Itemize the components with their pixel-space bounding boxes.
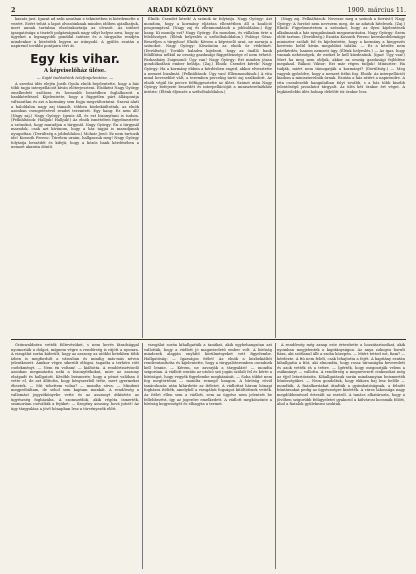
column-divider bbox=[275, 343, 276, 569]
column-5-text: vizsgálat során kihallgatták a tanúkat, akik egybehangzóan azt vallották, hogy a vádlott jó magaviseletű ember volt. A bíróság mindezek alapján enyhítő körülményeket vett figyelembe. Hallgatóság: — Igazságos ítélet! Az elnök a közbekiáltót rendreutasította és kijelentette, hogy a tárgyalóteremben csendnek kell lennie. — Kérem, ne zavarják a tárgyalást! — mondta szigorúan. A vádlott ezután az utolsó szó jogán szólalt fel és kérte a bíróságot, hogy vegyék figyelembe megbánását. — Soha többé nem fog megtörténni — mondta remegő hangon. A bíróság rövid tanácskozás után kihirdette az ítéletet. A vádlottat három hónapi fogházra ítélték, amelyből a vizsgálati fogságot kitöltöttnek vették. Az ítélet ellen sem a vádlott, sem az ügyész nem jelentett be fellebbezést, így az jogerőre emelkedett. A vádlott megköszönte a bíróság kegyességét és elhagyta a termet. bbox=[144, 343, 272, 407]
column-3-text: (Nagy zaj. Felkiáltások: Nevezze meg a szónok a forrást!) Nagy György: A forrást nem nevezem meg, de az adatok hitelesek. (Zaj.) Elnök: Figyelmeztetem a szónokot, hogy az ilyen kijelentések alkalmasak a ház nyugalmának megzavarására. Nagy György: Szem előtt tartom. (Derültség.) Ezután Kossuth Ferenc kereskedelemügyi miniszter szólalt fel és kijelentette, hogy a kormány a kiegyezés keretein belül kíván megoldást találni. — Ez a kérdés nem pártkérdés, hanem nemzeti ügy. (Élénk helyeslés.) — Az igaz, hogy vannak nehézségek, de ezeket le kell küzdenünk. (Igaz! Úgy van!) Mert ha meg nem oldjuk, akkor az ország gazdasági fejlődése megakad. Rákosi Viktor: Ezt már régen tudjuk! Miniszter: Ha tudják, miért nem támogatják a kormányt? (Derültség.) — Meg vagyok győződve, hogy a nemzet ítélni fog. Elnök: Az interpellációt kiadom a miniszterelnök úrnak. Ezután a ház rátért a napirendre. A vita csendesebb hangulatban folyt tovább, s a ház több kisebb jelentőségű javaslatot tárgyalt. Az ülés két órakor ért véget. A legközelebbi ülés holnap délelőtt tíz órakor lesz. bbox=[277, 17, 405, 94]
column-3 bbox=[277, 17, 405, 338]
article-headline: Egy kis vihar. bbox=[30, 51, 120, 66]
section-rule bbox=[11, 339, 406, 340]
article-subhead: A képviselőház ülése. bbox=[44, 67, 106, 74]
upper-section bbox=[11, 17, 406, 338]
column-1-top-text: kaszás just. Igazat ad neki azonban e tekintetben is kiérdemelte a vezért. Ezért tehát a lapot olvasóinknak minden időben ajánlhatjuk, mert annak tartalma elszórakoztatja az olvasót. Az intézet igazgatósága a tisztelt polgárságnak nagy súlyt helyez arra, hogy az ügyeket a legnagyobb gonddal intézze és a tárgyalás rendjén mindenkor a közérdek legyen az irányadó. A gyűlés ezután a napirend további pontjaira tért át. bbox=[11, 17, 139, 49]
column-2-text: Elnök: Csendet kérek! A szónok úr folytatja. Nagy György: Azt mondom, hogy a kormány eljárása ellentétben áll a koalíció programjával. (Nagy zaj és ellenmondások a jobboldalon.) Egy hang: Ki mondja ezt? Nagy György: Én mondom, és vállalom érte a felelősséget. (Élénk helyeslés a szélsőbaloldalon.) Polónyi Géza: Beszéljen a tárgyhoz! Elnök: Kérem a képviselő urat, ne zavarja a szónokot. Nagy György: Köszönöm az elnök úr védelmét. (Derültség.) Tovább haladva kijelenti, hogy az önálló bank felállítása nélkül az ország gazdasági függetlensége el nem érhető. Farkasházy Zsigmond: Úgy van! Nagy György: Ezt minden józan gondolkodású ember belátja. (Zaj.) Elnök: Csendet kérek! Nagy György: Ha a kormány ebben a kérdésben enged, akkor elvesztette a nemzet bizalmát. (Felkiáltások: Úgy van! Ellenmondások.) A vita mind hevesebbé vált, a teremben percekig tartó zaj uralkodott. Az elnök végül tíz percre felfüggesztette az ülést. Szünet után Nagy György befejezte beszédét és interpellációját a miniszterelnökhöz intézte. (Élénk éljenzés a szélsőbaloldalon.) bbox=[144, 17, 272, 94]
column-2 bbox=[144, 17, 272, 338]
column-divider bbox=[142, 343, 143, 569]
article-byline: — Saját tudósítónk telefonjelentése. — bbox=[36, 74, 114, 80]
masthead bbox=[11, 4, 406, 16]
column-divider bbox=[142, 17, 143, 338]
lower-section bbox=[11, 343, 406, 569]
page-number: 2 bbox=[11, 6, 16, 14]
column-1-article-text: A szerdai ülés elején Justh Gyula elnök bejelentette, hogy a ház több tagja interpellációt kíván előterjeszteni. Elsőként Nagy György emelkedett szólásra és hosszabb beszédben foglalkozott a bankkérdéssel. Kijelentette, hogy a független párt álláspontja változatlan és azt a kormány sem fogja megváltoztatni. Szavai alatt a baloldalon nagy zaj támadt, többen közbekiáltottak, az elnök azonban csengetésével rendet teremtett. Egy hang: Ez nem áll! (Nagy zaj.) Nagy György: Igenis áll, és ezt bizonyítani is tudom. (Felkiáltások: Halljuk! Halljuk!) Az elnök ismételten figyelmeztette a szónokot, hogy maradjon a tárgynál. Nagy György: Én a tárgynál maradok, csak azt kívánom, hogy a ház tagjai is maradjanak nyugodtan. (Derültség a jobboldalon.) Molnár Jenő: Ez nem tartozik ide! Kossuth Ferenc: Türelem uraim, hallgassuk meg! Nagy György folytatja beszédét és kifejti, hogy a közös bank kérdésében a nemzet akarata döntő. bbox=[11, 81, 139, 150]
column-5 bbox=[144, 343, 272, 569]
issue-date: 1909. március 11. bbox=[347, 6, 406, 14]
column-6 bbox=[277, 343, 405, 569]
column-6-text: A rendőrség még aznap este értesítette a hozzátartozókat, akik nyomban megjelentek a kapitányságon. Az anya zokogva borult fiára, aki szótlanul állt a szoba közepén. — Miért tetted ezt, fiam? — kérdezte. A fiú nem felelt, csak lehajtotta a fejét. A kapitány ezután kihallgatta a fiút, aki elmondta, hogy rossz társaságba keveredett és azok vették rá a tettre. — Ígérték, hogy megosztják velem a zsákmányt — vallotta. A rendőrség a megnevezett cinkosokat még az éjjel letartóztatta. Kihallgatásuk során mindannyian beismerték bűnösségüket. — Nem gondoltuk, hogy ekkora baj lesz belőle — mondták. A fiatalkorúakat átadták a gyámhatóságnak, a felnőtt bűntársakat pedig az ügyészségre kísérték. A város lakossága nagy megdöbbenéssel értesült az esetről. A tanács elhatározta, hogy a jövőben szigorúbb felügyeletet gyakorol a külvárosi kocsmák fölött, ahol a fiatalok gyülekezni szoktak. bbox=[277, 343, 405, 407]
column-4-text: Grünwaldnéra vették föltevésüket, s nem kevés fáradsággal nyomozták a dolgot, mígnem végre a rendőrség is rájött a nyomra. A vizsgálat során kiderült, hogy az asszony az utóbbi hetekben több ízben is megfordult a városban és mindig más-más néven jelentkezett. Amikor végre sikerült elfogni, tagadta a terhére rótt cselekményt. — Nem én voltam! — kiáltotta. A rendőrtisztviselő azonban megmutatta neki a bizonyítékokat, mire az asszony elsápadt és hallgatott. Később beismerte, hogy a pénzt valóban ő vette el, de azt állította, hogy kényszerből tette, mert gyermekei éheztek. — Mit tehettem volna? — mondta sírva. — Mindent megpróbáltam, de sehol sem kaptam munkát. A rendőrség a vallomást jegyzőkönyvbe vette és az asszonyt átkísérte az ügyészség fogházába. A szomszédok, akik régóta ismerték, szomorúan csóválták a fejüket: — Szegény asszony, hová jutott! Az ügy tárgyalása a jövő hónapban lesz a törvényszék előtt. bbox=[11, 343, 139, 411]
newspaper-title: ARADI KÖZLÖNY bbox=[147, 6, 214, 14]
column-1 bbox=[11, 17, 139, 338]
column-divider bbox=[275, 17, 276, 338]
column-4 bbox=[11, 343, 139, 569]
